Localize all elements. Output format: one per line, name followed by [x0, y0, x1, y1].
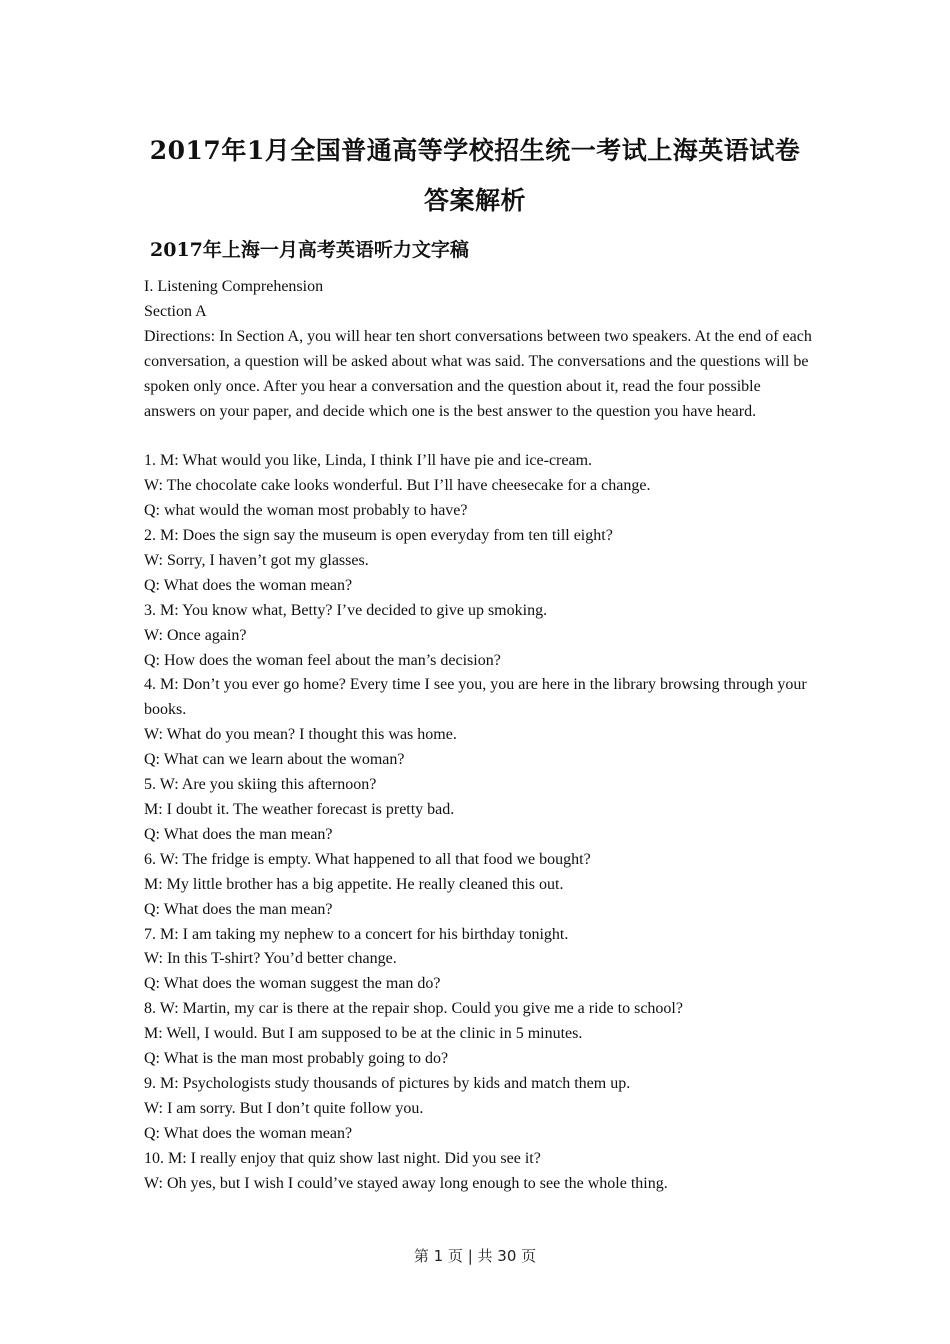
transcript-body: [144, 275, 816, 1197]
dialogue-line: Q: How does the woman feel about the man’s decision?: [144, 651, 501, 669]
dialogue-line: W: I am sorry. But I don’t quite follow you.: [144, 1099, 424, 1117]
dialogue-line: W: The chocolate cake looks wonderful. But I’ll have cheesecake for a change.: [144, 477, 651, 495]
dialogue-line: M: My little brother has a big appetite. He really cleaned this out.: [144, 875, 564, 893]
dialogue-line: Q: what would the woman most probably to have?: [144, 502, 468, 520]
dialogue-line: W: What do you mean? I thought this was home.: [144, 726, 457, 744]
dialogue-line: Q: What does the man mean?: [144, 900, 333, 918]
dialogue-line: 7. M: I am taking my nephew to a concert for his birthday tonight.: [144, 925, 569, 943]
dialogue-line: 5. W: Are you skiing this afternoon?: [144, 776, 377, 794]
dialogue-line: M: I doubt it. The weather forecast is pretty bad.: [144, 801, 455, 819]
dialogue-line: 9. M: Psychologists study thousands of pictures by kids and match them up.: [144, 1074, 631, 1092]
dialogue-line: W: In this T-shirt? You’d better change.: [144, 950, 397, 968]
dialogue-line: Q: What does the woman mean?: [144, 576, 353, 594]
dialogue-line: M: Well, I would. But I am supposed to be at the clinic in 5 minutes.: [144, 1025, 583, 1043]
dialogue-line: 4. M: Don’t you ever go home? Every time I see you, you are here in the library browsing through your books.: [144, 676, 807, 719]
section-label: Section A: [144, 302, 207, 320]
page-indicator: 第 1 页 | 共 30 页: [413, 1247, 537, 1265]
document-title: 2017年1月全国普通高等学校招生统一考试上海英语试卷: [149, 136, 801, 165]
dialogue-line: 3. M: You know what, Betty? I’ve decided to give up smoking.: [144, 601, 548, 619]
dialogue-line: 2. M: Does the sign say the museum is open everyday from ten till eight?: [144, 527, 613, 545]
dialogue-line: Q: What is the man most probably going to do?: [144, 1050, 449, 1068]
paragraph-gap: [144, 424, 816, 449]
document-title-continued: 答案解析: [423, 186, 526, 215]
dialogue-line: W: Sorry, I haven’t got my glasses.: [144, 551, 369, 569]
dialogue-list: [144, 449, 816, 1196]
dialogue-line: 6. W: The fridge is empty. What happened to all that food we bought?: [144, 850, 591, 868]
dialogue-line: W: Oh yes, but I wish I could’ve stayed away long enough to see the whole thing.: [144, 1174, 668, 1192]
dialogue-line: Q: What does the man mean?: [144, 825, 333, 843]
dialogue-line: Q: What does the woman mean?: [144, 1124, 353, 1142]
dialogue-line: Q: What can we learn about the woman?: [144, 751, 405, 769]
directions-paragraph: Directions: In Section A, you will hear ten short conversations between two speakers. At the end of each conversation, a question will be asked about what was said. The conversations and the questions will be spoken only once. After you hear a conversation and the question about it, read the four possible answers on your paper, and decide which one is the best answer to the question you have heard.: [144, 327, 812, 420]
dialogue-line: 1. M: What would you like, Linda, I think I’ll have pie and ice-cream.: [144, 452, 593, 470]
dialogue-line: 8. W: Martin, my car is there at the repair shop. Could you give me a ride to school?: [144, 1000, 683, 1018]
transcript-heading: 2017年上海一月高考英语听力文字稿: [150, 239, 469, 261]
dialogue-line: Q: What does the woman suggest the man do?: [144, 975, 441, 993]
section-title: I. Listening Comprehension: [144, 278, 324, 295]
dialogue-line: W: Once again?: [144, 626, 247, 644]
dialogue-line: 10. M: I really enjoy that quiz show last night. Did you see it?: [144, 1149, 541, 1167]
